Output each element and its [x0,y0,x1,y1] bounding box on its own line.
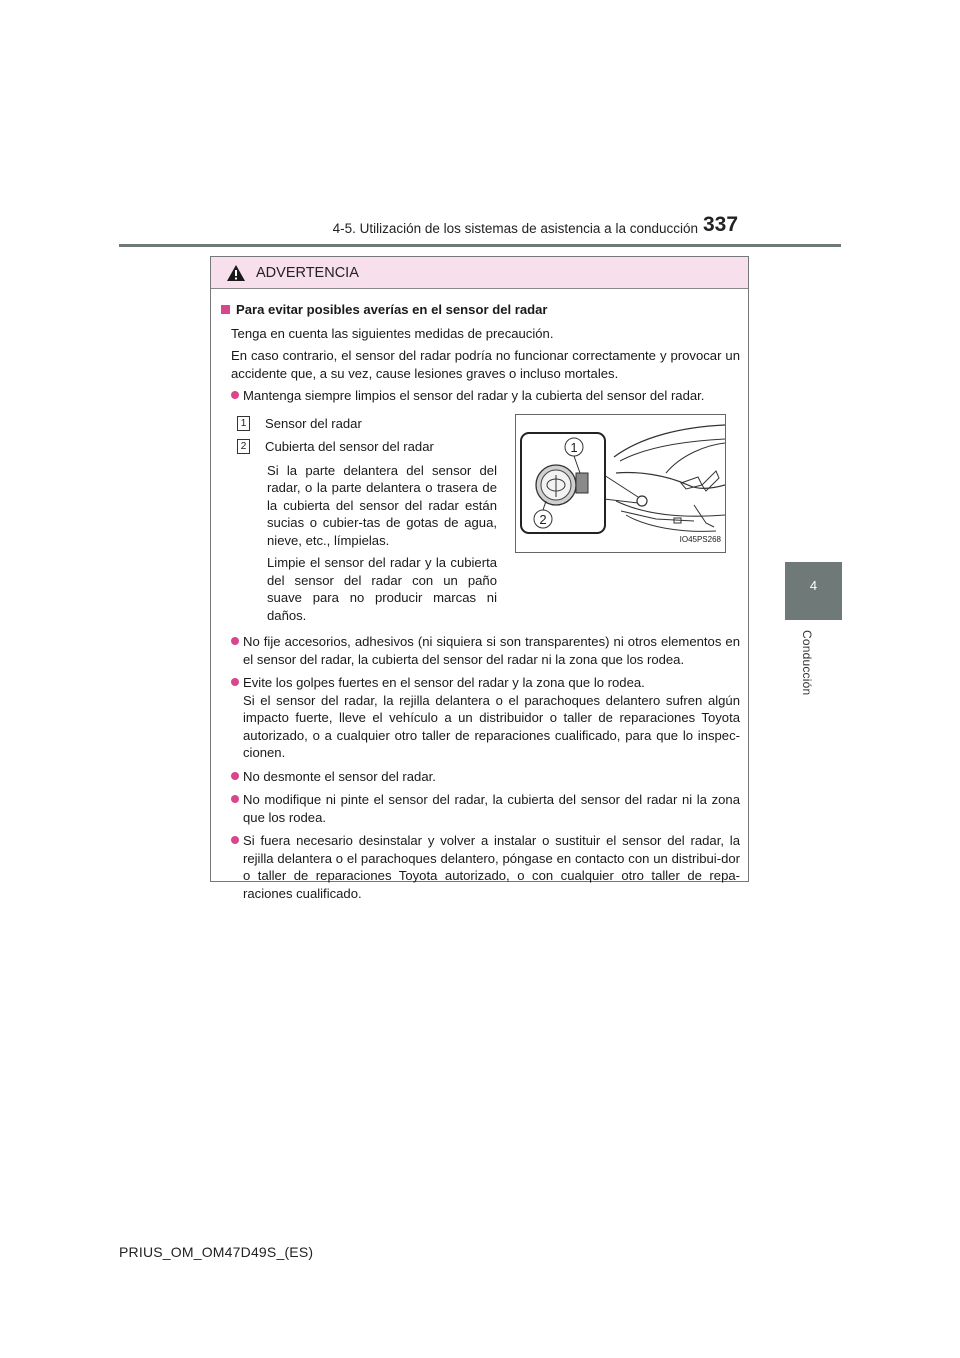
callout-number-2: 2 [237,439,250,454]
bullet-item [221,791,740,826]
bullet-text: Mantenga siempre limpios el sensor del radar y la cubierta del sensor del radar. [243,388,705,403]
intro-paragraph-1: Tenga en cuenta las siguientes medidas de precaución. [231,325,554,341]
warning-header [211,257,748,289]
figure-section [221,415,740,630]
bullet-text [243,674,740,762]
round-bullet-icon [231,637,239,645]
image-code: IO45PS268 [679,535,721,544]
footer-code: PRIUS_OM_OM47D49S_(ES) [119,1244,314,1260]
callout-number-1: 1 [237,416,250,431]
bullet-item [221,674,740,762]
chapter-number: 4 [809,578,818,593]
round-bullet-icon [231,795,239,803]
figure-paragraph-2: Limpie el sensor del radar y la cubierta del sensor del radar con un paño suave para no producir marcas ni daños. [267,555,497,623]
section-heading [221,301,740,319]
warning-triangle-icon [226,264,246,282]
round-bullet-icon [231,391,239,399]
image-callout-2: 2 [539,511,547,527]
callout-label-2: Cubierta del sensor del radar [265,439,434,454]
intro-paragraph-2: En caso contrario, el sensor del radar podría no funcionar correctamente y provocar un accidente que, a su vez, cause lesiones graves o incluso mortales. [231,348,740,381]
warning-body [211,289,748,902]
figure-paragraph-1: Si la parte delantera del sensor del radar, o la parte delantera o trasera de la cubierta del sensor del radar están sucias o cubier-tas de gotas de agua, nieve, etc., límpielas. [267,462,497,548]
chapter-label: Conducción [800,630,814,696]
callout-label-1: Sensor del radar [265,415,362,431]
bullet-item [221,633,740,668]
header-rule [119,244,841,247]
bullet-text-line-2: Si el sensor del radar, la rejilla delantera o el parachoques delantero sufren algún impacto fuerte, lleve el vehículo a un distribuidor o taller de reparaciones Toyota autorizado, o a cualquier otro taller de reparaciones cualificado, para que lo inspec-cionen. [243,692,740,760]
bullet-text: No modifique ni pinte el sensor del radar, la cubierta del sensor del radar ni la zona que los rodea. [243,792,740,825]
warning-title: ADVERTENCIA [256,264,359,281]
bullet-text: Si fuera necesario desinstalar y volver a instalar o sustituir el sensor del radar, la rejilla delantera o el parachoques delantero, póngase en contacto con un distribui-dor o taller de reparaciones Toyota autorizado, o con cualquier otro taller de repa-raciones cualificado. [243,833,740,901]
header-title: 4-5. Utilización de los sistemas de asistencia a la conducción [332,221,698,236]
bullet-item [221,832,740,902]
bullet-text: No fije accesorios, adhesivos (ni siquiera si son transparentes) ni otros elementos en el sensor del radar, la cubierta del sensor del radar ni la zona que los rodea. [243,634,740,667]
bullet-item [221,768,740,786]
round-bullet-icon [231,836,239,844]
callout-row-1 [237,415,497,433]
round-bullet-icon [231,678,239,686]
bullet-text-line-1: Evite los golpes fuertes en el sensor del radar y la zona que lo rodea. [243,675,645,690]
figure-description [221,415,497,630]
warning-box [210,256,749,901]
image-callout-1: 1 [570,439,578,455]
section-heading-text: Para evitar posibles averías en el sensor del radar [236,302,548,317]
page-number: 337 [703,213,739,236]
chapter-side-tab [785,562,842,620]
bullet-text: No desmonte el sensor del radar. [243,768,436,784]
callout-row-2 [237,438,497,456]
square-bullet-icon [221,305,230,314]
round-bullet-icon [231,772,239,780]
radar-sensor-illustration [515,414,726,553]
bullet-item [221,387,740,405]
